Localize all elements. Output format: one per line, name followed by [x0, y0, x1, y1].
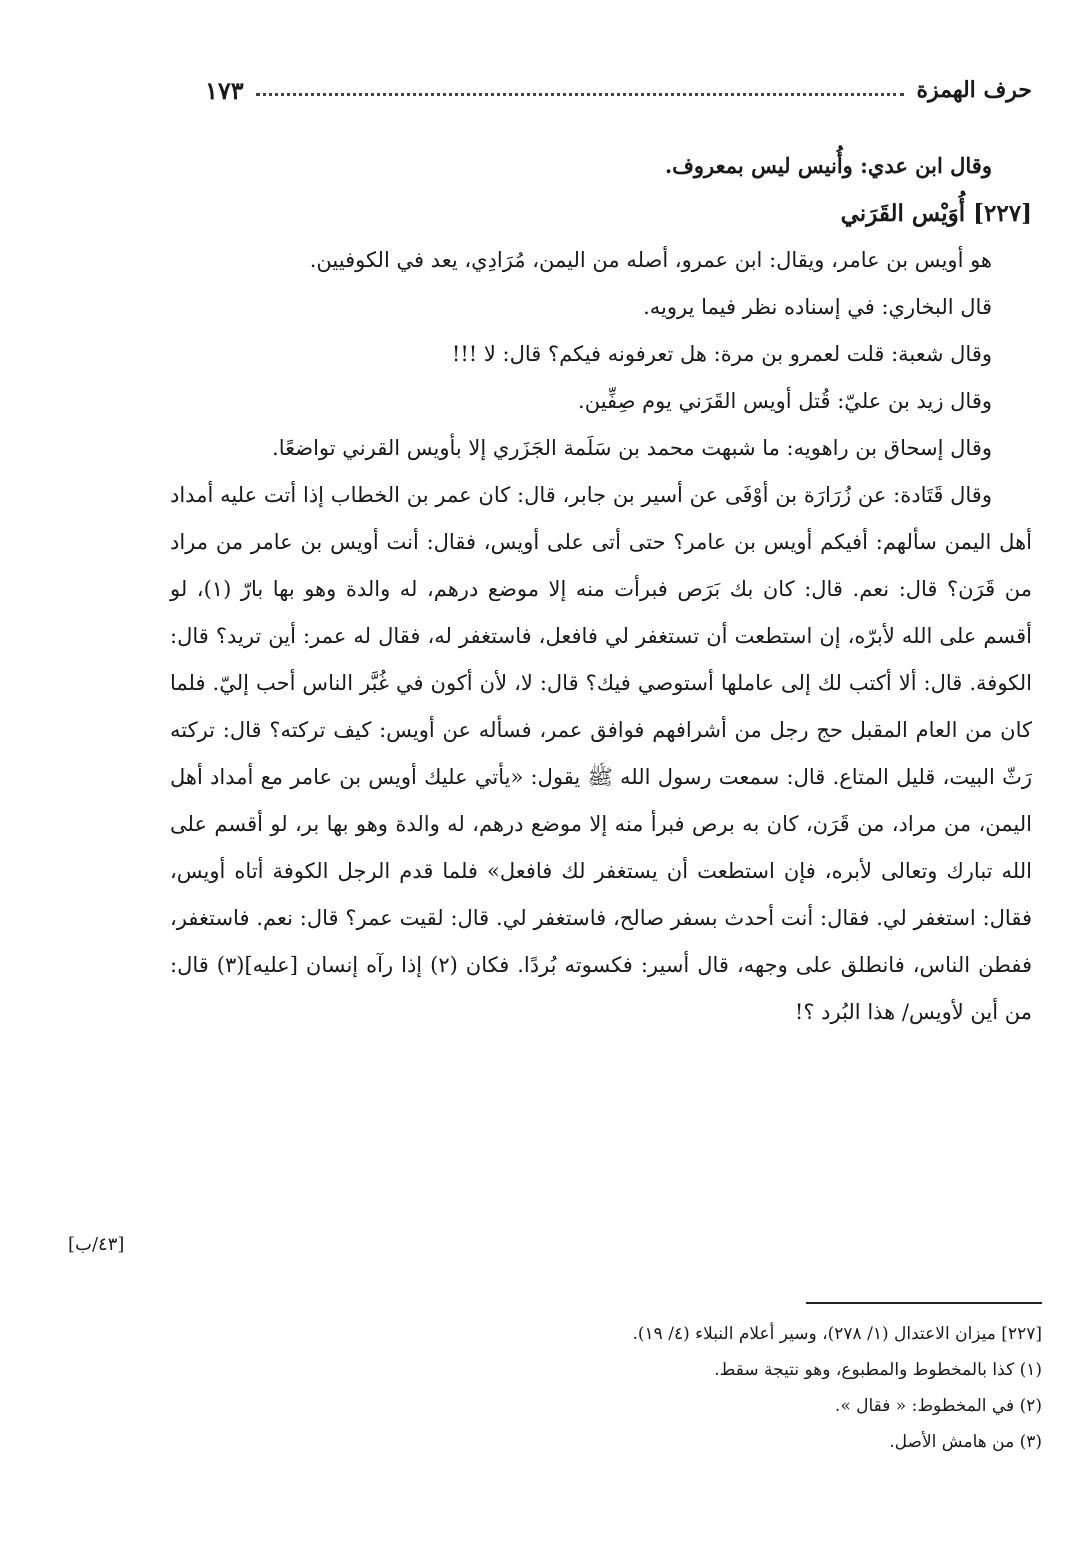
paragraph: وقال قَتَادة: عن زُرَارَة بن أوْفَى عن أسير بن جابر، قال: كان عمر بن الخطاب إذا أتت عليه أمداد أهل اليمن سألهم: أفيكم أويس بن عامر؟ حتى أتى على أويس، فقال: أنت أويس بن عامر من مراد من قَرَن؟ قال: نعم. قال: كان بك بَرَص فبرأت منه إلا موضع درهم، له والدة وهو بها بارّ (١)، لو أقسم على الله لأبرّه، إن استطعت أن تستغفر لي فافعل، فاستغفر له، فقال له عمر: أين تريد؟ قال: الكوفة. قال: ألا أكتب لك إلى عاملها أستوصي فيك؟ قال: لا، لأن أكون في غُبَّر الناس أحب إليّ. فلما كان من العام المقبل حج رجل من أشرافهم فوافق عمر، فسأله عن أويس: كيف تركته؟ قال: تركته رَثّ البيت، قليل المتاع. قال: سمعت رسول الله ﷺ يقول: «يأتي عليك أويس بن عامر مع أمداد أهل اليمن، من مراد، من قَرَن، كان به برص فبرأ منه إلا موضع درهم، له والدة وهو بها بر، لو أقسم على الله تبارك وتعالى لأبره، فإن استطعت أن يستغفر لك فافعل» فلما قدم الرجل الكوفة أتاه أويس، فقال: استغفر لي. فقال: أنت أحدث بسفر صالح، فاستغفر لي. قال: لقيت عمر؟ قال: نعم. فاستغفر، ففطن الناس، فانطلق على وجهه، قال أسير: فكسوته بُردًا. فكان (٢) إذا رآه إنسان [عليه](٣) قال: من أين لأويس/ هذا البُرد ؟!: [170, 483, 1032, 1024]
paragraph: وقال إسحاق بن راهويه: ما شبهت محمد بن سَلَمة الجَزَري إلا بأويس القرني تواضعًا.: [272, 436, 992, 460]
intro-line: وقال ابن عدي: وأُنيس ليس بمعروف.: [664, 153, 992, 178]
page-number: ١٧٣: [205, 75, 244, 105]
header-dotted-rule: [256, 93, 905, 96]
footnote-separator: [806, 1302, 1042, 1304]
footnote: [٢٢٧] ميزان الاعتدال (١/ ٢٧٨)، وسير أعلام النبلاء (٤/ ١٩).: [632, 1324, 1042, 1344]
footnote: (٢) في المخطوط: « فقال ».: [834, 1396, 1042, 1416]
paragraph: وقال زيد بن عليّ: قُتل أويس القَرَني يوم صِفِّين.: [578, 389, 992, 413]
footnote: (٣) من هامش الأصل.: [889, 1432, 1042, 1452]
manuscript-folio-note: [٤٣/ب]: [68, 1234, 125, 1255]
footnotes: [300, 1316, 1042, 1460]
paragraph: وقال شعبة: قلت لعمرو بن مرة: هل تعرفونه فيكم؟ قال: لا !!!: [451, 342, 992, 366]
running-header: [205, 72, 1032, 108]
entry-heading: [٢٢٧] أُوَيْس القَرَني: [840, 200, 1032, 227]
footnote: (١) كذا بالمخطوط والمطبوع، وهو نتيجة سقط.: [714, 1360, 1042, 1380]
chapter-title: حرف الهمزة: [916, 77, 1032, 103]
paragraph: قال البخاري: في إسناده نظر فيما يرويه.: [643, 295, 992, 319]
main-text: [170, 142, 1032, 1036]
paragraph: هو أويس بن عامر، ويقال: ابن عمرو، أصله من اليمن، مُرَادِي، يعد في الكوفيين.: [309, 248, 992, 272]
